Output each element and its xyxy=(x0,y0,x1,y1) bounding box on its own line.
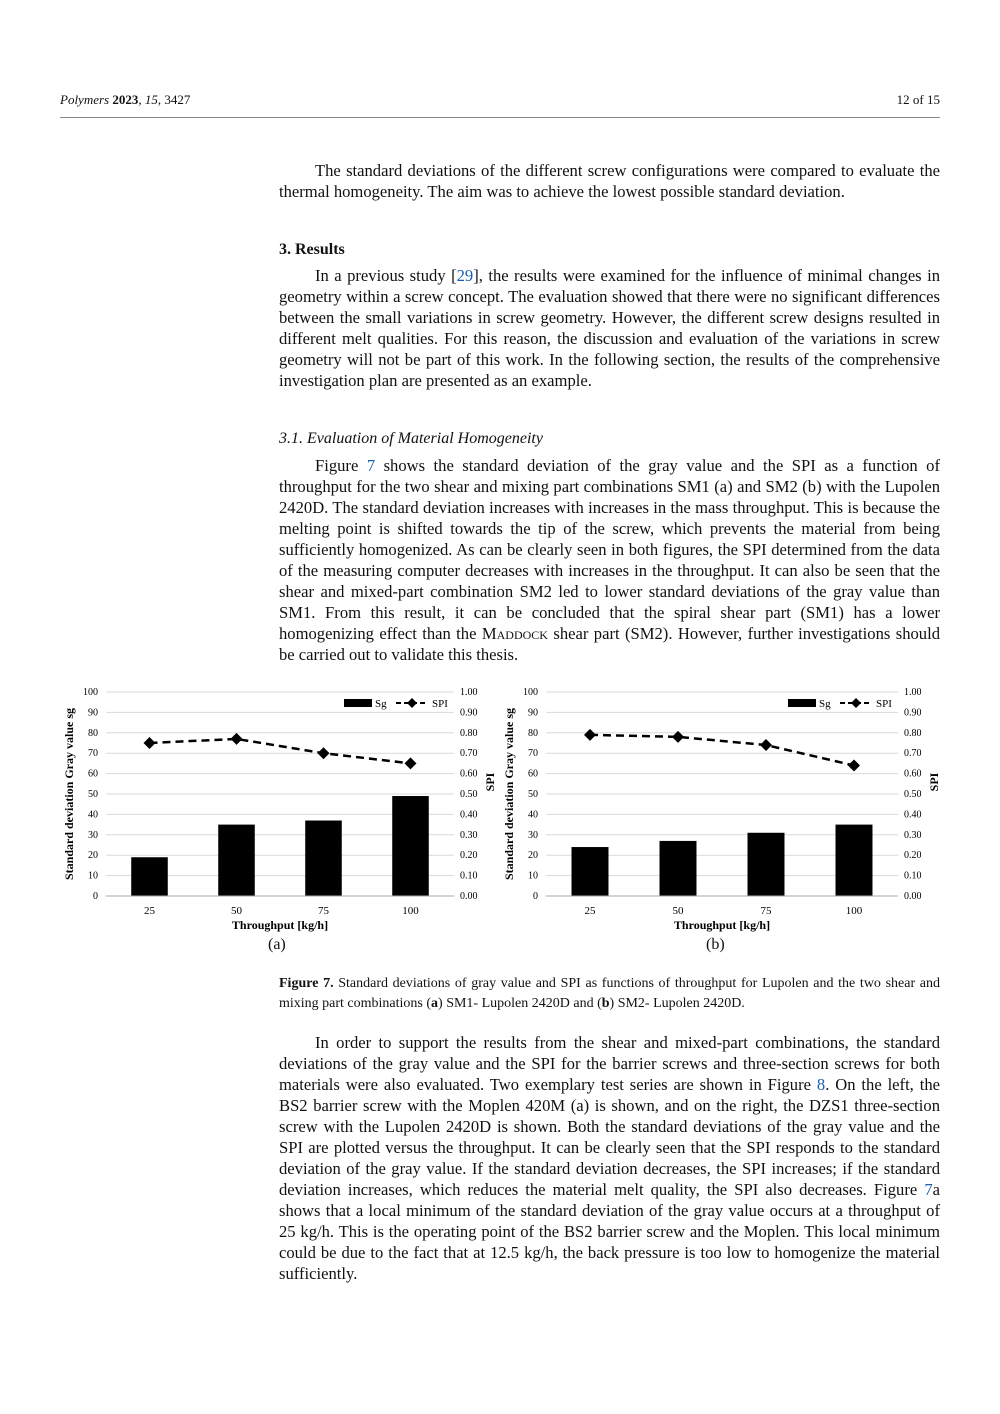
chart-a-y2tick-label: 0.40 xyxy=(460,809,478,821)
citation-link-29[interactable]: 29 xyxy=(456,266,474,285)
section-heading-results: 3. Results xyxy=(279,241,345,258)
caption-label: Figure 7. xyxy=(279,976,334,991)
chart-b-ytick-label: 80 xyxy=(528,727,538,739)
chart-a-legend-sg-label: Sg xyxy=(375,698,387,710)
chart-a-ytick-label: 30 xyxy=(88,829,98,841)
chart-b-bar-75 xyxy=(748,833,785,896)
chart-b-y2tick-label: 1.00 xyxy=(904,687,922,698)
chart-b-bar-25 xyxy=(572,847,609,896)
chart-b-ytick-label: 90 xyxy=(528,707,538,719)
chart-a-xtick-label: 75 xyxy=(318,905,329,917)
page-header xyxy=(60,92,940,112)
chart-a-bar-100 xyxy=(392,796,429,896)
chart-a-y2tick-label: 0.80 xyxy=(460,727,478,739)
caption-text: Standard deviations of gray value and SPI as functions of throughput for Lupolen and the two shear and mixing part combinations ( xyxy=(279,976,940,1011)
figure-link-7[interactable]: 7 xyxy=(366,456,376,475)
chart-a-y2tick-label: 0.30 xyxy=(460,829,478,841)
chart-a-xtick-label: 100 xyxy=(402,905,419,917)
chart-a-y2tick-label: 0.20 xyxy=(460,850,478,862)
journal-name: Polymers xyxy=(60,92,110,107)
chart-a-y2tick-label: 0.70 xyxy=(460,748,478,760)
p4-part-a: In order to support the results from the shear and mixed-part combinations, the standard deviations of the gray value and the SPI for the barrier screws and three-section screws for both materials were also evaluated. Two exemplary test series are shown in Figure xyxy=(279,1033,940,1094)
chart-a-spi-point-75 xyxy=(318,747,330,759)
chart-a-ytick-label: 10 xyxy=(88,870,98,882)
figure-caption xyxy=(279,974,940,1014)
chart-a-svg xyxy=(56,680,496,932)
chart-a-y-axis-title: Standard deviation Gray value sg xyxy=(62,707,76,881)
chart-a-ytick-label: 40 xyxy=(88,809,98,821)
chart-b-y2tick-label: 0.50 xyxy=(904,789,922,800)
chart-b-spi-point-75 xyxy=(760,739,772,751)
caption-end: ) SM2- Lupolen 2420D. xyxy=(609,996,745,1011)
chart-a-spi-point-50 xyxy=(231,733,243,745)
chart-b-y2-axis-title: SPI xyxy=(927,772,940,792)
chart-b-y2tick-label: 0.20 xyxy=(904,850,922,862)
chart-b-xtick-label: 100 xyxy=(845,905,863,917)
chart-a-ytick-label: 90 xyxy=(88,707,98,719)
chart-a-spi-line xyxy=(150,739,411,763)
chart-a-legend-sg-swatch xyxy=(344,699,372,707)
chart-b-ytick-label: 60 xyxy=(528,768,538,780)
chart-a-y2tick-label: 0.90 xyxy=(460,707,478,719)
chart-a-bar-25 xyxy=(131,857,168,896)
chart-a-y2tick-label: 0.10 xyxy=(460,870,478,882)
chart-b-spi-point-25 xyxy=(584,729,596,741)
journal-citation: Polymers 2023, 15, 3427 xyxy=(60,92,191,107)
chart-a-ytick-label: 20 xyxy=(88,850,98,862)
chart-a-x-axis-title: Throughput [kg/h] xyxy=(231,918,329,932)
paragraph-2-text xyxy=(279,265,940,391)
chart-a-ytick-label: 80 xyxy=(88,727,98,739)
chart-a-y2tick-label: 1.00 xyxy=(460,687,478,698)
chart-b-ytick-label: 50 xyxy=(528,789,538,800)
p2-part-a: In a previous study [ xyxy=(315,266,457,285)
chart-b-spi-line xyxy=(590,735,854,766)
chart-b-bar-100 xyxy=(836,825,873,896)
chart-b-y2tick-label: 0.30 xyxy=(904,829,922,841)
chart-a-xtick-label: 50 xyxy=(231,905,242,917)
chart-a-ytick-label: 50 xyxy=(88,789,98,800)
chart-a-spi-point-100 xyxy=(405,757,417,769)
p3-part-c: shear part (SM2). However, further investigations should be carried out to validate this thesis. xyxy=(279,624,940,664)
chart-b-ytick-label: 40 xyxy=(528,809,538,821)
chart-b-ytick-label: 0 xyxy=(533,891,538,902)
chart-a-y2tick-label: 0.00 xyxy=(460,891,478,902)
panel-label-a: (a) xyxy=(268,936,286,953)
chart-b-xtick-label: 50 xyxy=(672,905,684,917)
chart-a-y2tick-label: 0.60 xyxy=(460,768,478,780)
paragraph-4 xyxy=(279,1032,940,1284)
journal-volume: 15 xyxy=(144,92,158,107)
chart-a-spi-point-25 xyxy=(144,737,156,749)
p3-smallcaps: Maddock xyxy=(481,624,548,643)
p4-part-b: . On the left, the BS2 barrier screw with the Moplen 420M (a) is shown, and on the right, the DZS1 three-section screw with the Lupolen 2420D is shown. Both the standard deviations of the gray value and the SPI are plotted versus the throughput. It can be clearly seen that the SPI responds to the standard deviation of the gray value. If the standard deviation decreases, the SPI increases; if the standard deviation increases, which reduces the material melt quality, the SPI also decreases. Figure xyxy=(279,1075,941,1199)
chart-b-y2tick-label: 0.70 xyxy=(904,748,922,760)
p2-part-b: ], the results were examined for the influence of minimal changes in geometry within a screw concept. The evaluation showed that there were no significant differences between the small variations in screw geometry. However, the different screw designs resulted in different melt qualities. For this reason, the discussion and evaluation of the variations in screw geometry will not be part of this work. In the following section, the results of the comprehensive investigation plan are presented as an example. xyxy=(279,266,940,390)
chart-b-ytick-label: 10 xyxy=(528,870,538,882)
chart-a-bar-50 xyxy=(218,825,255,896)
paragraph-4-text xyxy=(279,1032,940,1284)
chart-b-xtick-label: 75 xyxy=(760,905,772,917)
chart-b-y-axis-title: Standard deviation Gray value sg xyxy=(502,707,516,881)
chart-a-legend-spi-marker xyxy=(407,698,417,708)
chart-b-y2tick-label: 0.00 xyxy=(904,891,922,902)
chart-b-y2tick-label: 0.60 xyxy=(904,768,922,780)
p3-part-b: shows the standard deviation of the gray value and the SPI as a function of throughput for the two shear and mixing part combinations SM1 (a) and SM2 (b) with the Lupolen 2420D. The standard deviation increases with increases in the mass throughput. This is because the melting point is shifted towards the tip of the screw, which prevents the material from being sufficiently homogenized. As can be clearly seen in both figures, the SPI determined from the data of the measuring computer decreases with increases in the throughput. It can also be seen that the shear and mixed-part combination SM2 led to lower standard deviations of the gray value than SM1. From this result, it can be concluded that the spiral shear part (SM1) has a lower homogenizing effect than the xyxy=(279,456,940,643)
chart-a xyxy=(56,680,496,937)
subsection-heading: 3.1. Evaluation of Material Homogeneity xyxy=(279,430,543,447)
paragraph-1 xyxy=(279,160,940,202)
chart-a-ytick-label: 60 xyxy=(88,768,98,780)
article-number: 3427 xyxy=(164,92,191,107)
chart-b-ytick-label: 100 xyxy=(523,687,538,698)
chart-a-y2tick-label: 0.50 xyxy=(460,789,478,800)
figure-link-7b[interactable]: 7 xyxy=(924,1180,933,1199)
chart-a-legend-spi-label: SPI xyxy=(432,698,448,710)
chart-a-bar-75 xyxy=(305,821,342,896)
chart-b-x-axis-title: Throughput [kg/h] xyxy=(673,918,771,932)
chart-b-xtick-label: 25 xyxy=(584,905,596,917)
caption-mid: ) SM1- Lupolen 2420D and ( xyxy=(438,996,602,1011)
chart-b-y2tick-label: 0.80 xyxy=(904,727,922,739)
p3-part-a: Figure xyxy=(315,456,367,475)
paragraph-3-text xyxy=(279,455,940,665)
page-number: 12 of 15 xyxy=(896,92,940,107)
chart-b-ytick-label: 30 xyxy=(528,829,538,841)
chart-a-ytick-label: 70 xyxy=(88,748,98,760)
p4-part-c: a shows that a local minimum of the standard deviation of the gray value occurs at a throughput of 25 kg/h. This is the operating point of the BS2 barrier screw and the Moplen. This local minimum could be due to the fact that at 12.5 kg/h, the back pressure is too low to homogenize the material sufficiently. xyxy=(279,1180,940,1283)
panel-label-b: (b) xyxy=(706,936,725,953)
chart-b-bar-50 xyxy=(660,841,697,896)
figure-link-8[interactable]: 8 xyxy=(816,1075,826,1094)
journal-year: 2023 xyxy=(112,92,139,107)
chart-b-y2tick-label: 0.40 xyxy=(904,809,922,821)
caption-a: a xyxy=(431,996,439,1011)
chart-a-xtick-label: 25 xyxy=(144,905,155,917)
chart-b-ytick-label: 70 xyxy=(528,748,538,760)
chart-b-y2tick-label: 0.90 xyxy=(904,707,922,719)
caption-b: b xyxy=(601,996,610,1011)
chart-b-spi-point-100 xyxy=(848,759,860,771)
chart-b-legend-spi-marker xyxy=(851,698,861,708)
paragraph-3 xyxy=(279,455,940,665)
header-rule xyxy=(60,117,940,118)
chart-b-legend-sg-swatch xyxy=(788,699,816,707)
chart-b-legend-spi-label: SPI xyxy=(876,698,892,710)
chart-b-svg xyxy=(496,680,940,932)
paragraph-1-text: The standard deviations of the different screw configurations were compared to evaluate the thermal homogeneity. The aim was to achieve the lowest possible standard deviation. xyxy=(279,161,940,201)
chart-a-ytick-label: 100 xyxy=(83,687,98,698)
chart-b-y2tick-label: 0.10 xyxy=(904,870,922,882)
chart-a-y2-axis-title: SPI xyxy=(483,772,496,792)
chart-a-ytick-label: 0 xyxy=(93,891,98,902)
chart-b xyxy=(496,680,940,937)
chart-b-ytick-label: 20 xyxy=(528,850,538,862)
chart-b-legend-sg-label: Sg xyxy=(819,698,831,710)
paragraph-2 xyxy=(279,265,940,391)
